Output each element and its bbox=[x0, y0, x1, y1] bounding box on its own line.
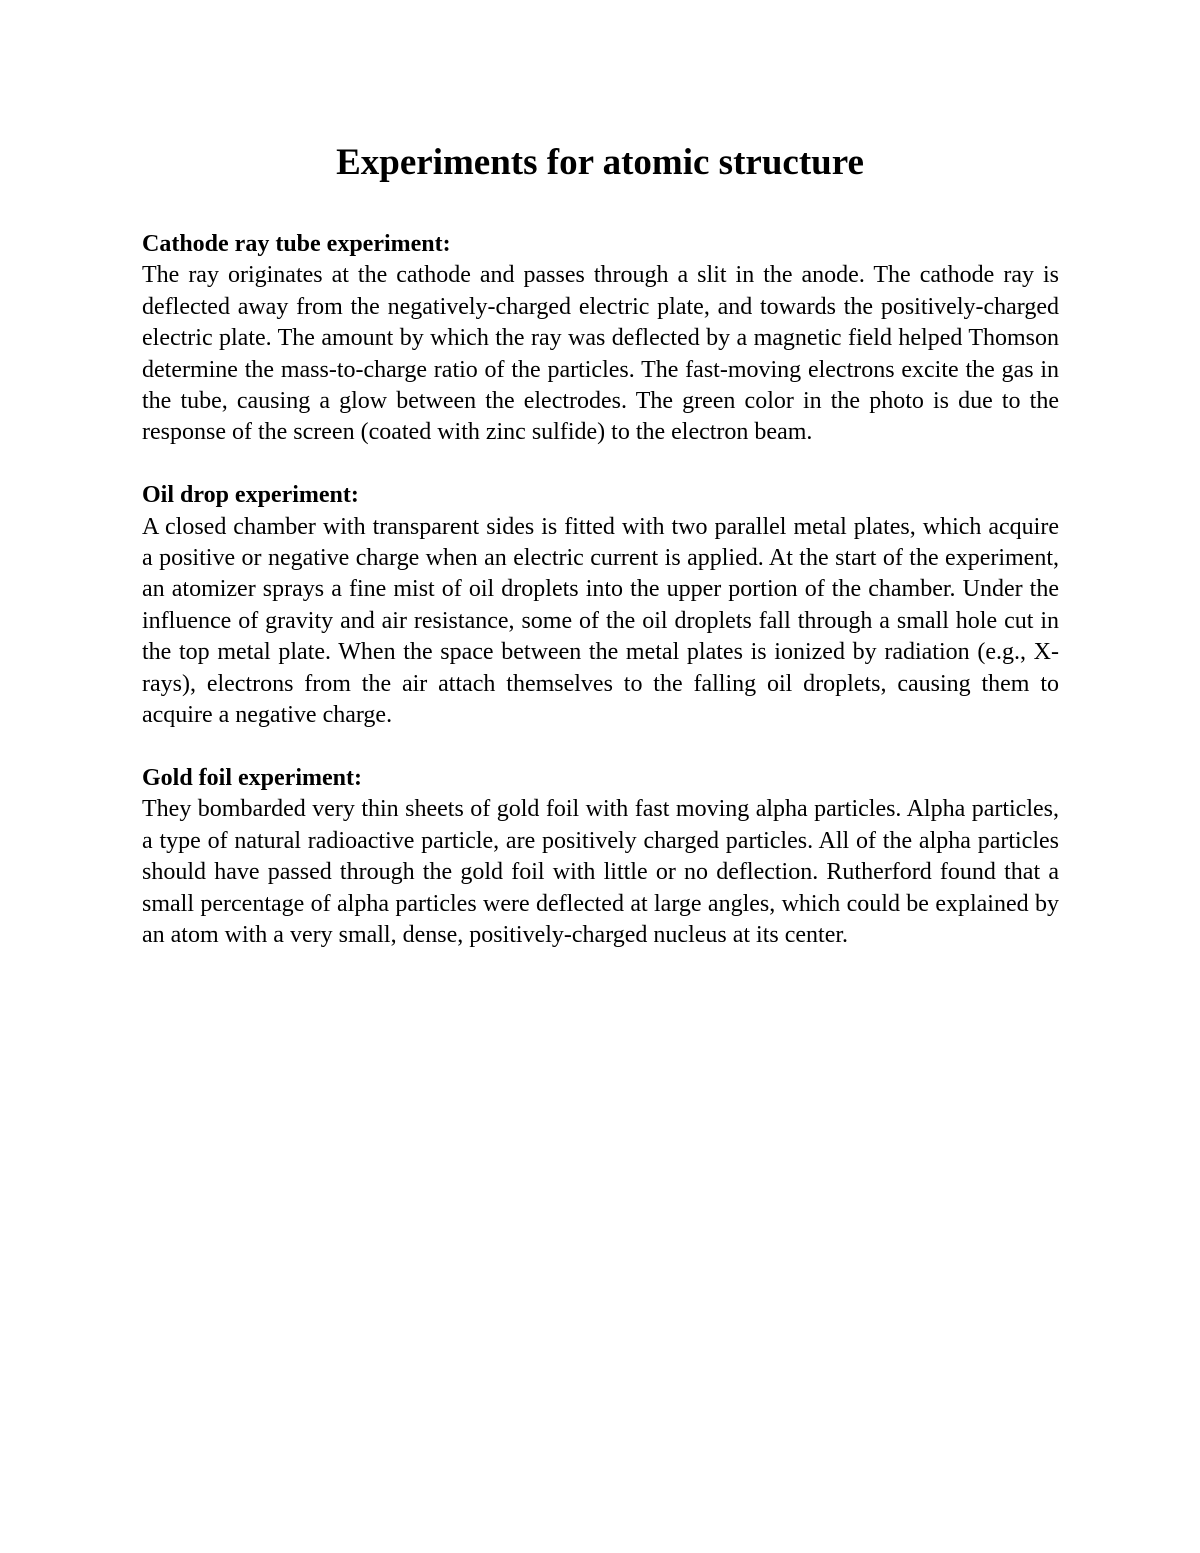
document-content bbox=[142, 229, 1059, 983]
section-heading: Gold foil experiment: bbox=[142, 764, 362, 791]
section-paragraph: They bombarded very thin sheets of gold foil with fast moving alpha particles. Alpha particles, a type of natural radioactive particle, are positively charged particles. All of the alpha particles should have passed through the gold foil with little or no deflection. Rutherford found that a small percentage of alpha particles were deflected at large angles, which could be explained by an atom with a very small, dense, positively-charged nucleus at its center. bbox=[142, 796, 1059, 948]
section-gold-foil bbox=[142, 763, 1059, 951]
section-oil-drop bbox=[142, 480, 1059, 731]
section-heading: Oil drop experiment: bbox=[142, 482, 359, 509]
section-cathode-ray bbox=[142, 229, 1059, 449]
page-title: Experiments for atomic structure bbox=[336, 142, 864, 183]
section-heading: Cathode ray tube experiment: bbox=[142, 231, 451, 257]
section-paragraph: A closed chamber with transparent sides is fitted with two parallel metal plates, which acquire a positive or negative charge when an electric current is applied. At the start of the experiment, an atomizer sprays a fine mist of oil droplets into the upper portion of the chamber. Under the influence of gravity and air resistance, some of the oil droplets fall through a small hole cut in the top metal plate. When the space between the metal plates is ionized by radiation (e.g., X-rays), electrons from the air attach themselves to the falling oil droplets, causing them to acquire a negative charge. bbox=[142, 513, 1059, 729]
section-paragraph: The ray originates at the cathode and passes through a slit in the anode. The cathode ray is deflected away from the negatively-charged electric plate, and towards the positively-charged electric plate. The amount by which the ray was deflected by a magnetic field helped Thomson determine the mass-to-charge ratio of the particles. The fast-moving electrons excite the gas in the tube, causing a glow between the electrodes. The green color in the photo is due to the response of the screen (coated with zinc sulfide) to the electron beam. bbox=[142, 262, 1059, 446]
